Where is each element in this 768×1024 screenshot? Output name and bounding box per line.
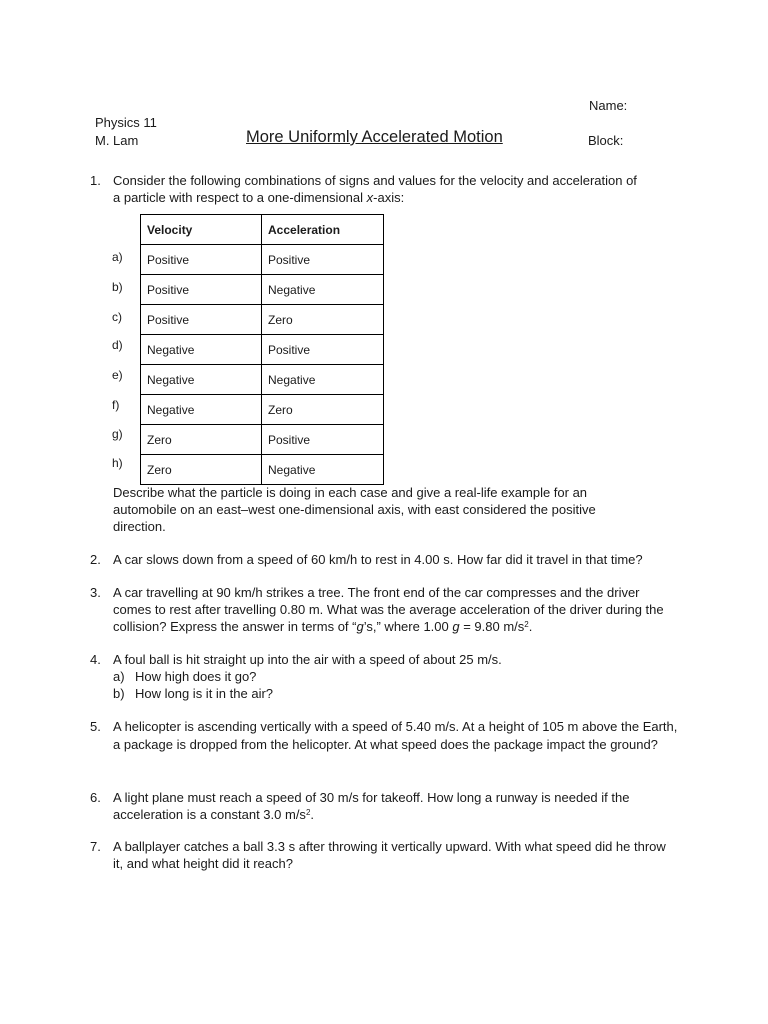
name-label: Name:	[589, 98, 628, 113]
sub-label: a)	[113, 669, 125, 684]
velocity-header: Velocity	[141, 215, 262, 245]
acceleration-cell: Negative	[262, 365, 384, 395]
block-label: Block:	[588, 133, 624, 148]
acceleration-cell: Zero	[262, 395, 384, 425]
question-text	[113, 789, 673, 823]
course-name: Physics 11	[95, 115, 157, 130]
question-text: A car slows down from a speed of 60 km/h to rest in 4.00 s. How far did it travel in that time?	[113, 552, 643, 567]
period: .	[310, 807, 315, 822]
g-symbol: g	[356, 619, 364, 634]
question-7	[90, 838, 690, 874]
acceleration-cell: Positive	[262, 425, 384, 455]
question-number: 4.	[90, 652, 101, 667]
question-1	[90, 172, 690, 205]
velocity-cell: Positive	[141, 275, 262, 305]
acceleration-cell: Negative	[262, 275, 384, 305]
row-label: d)	[112, 338, 123, 352]
velocity-acceleration-table	[140, 214, 384, 485]
period: .	[528, 619, 533, 634]
describe-text: Describe what the particle is doing in each case and give a real-life example for an automobile on an east–west one-dimensional axis, with east considered the positive direction.	[113, 485, 596, 534]
velocity-cell: Negative	[141, 395, 262, 425]
question-3-text: = 9.80 m/s	[459, 619, 525, 634]
acceleration-cell: Zero	[262, 305, 384, 335]
table-row	[141, 365, 384, 395]
velocity-cell: Positive	[141, 245, 262, 275]
row-label: c)	[112, 310, 122, 324]
worksheet-title: More Uniformly Accelerated Motion	[246, 128, 503, 146]
acceleration-cell: Positive	[262, 245, 384, 275]
question-3	[90, 584, 690, 636]
question-number: 5.	[90, 719, 101, 734]
row-label: h)	[112, 456, 123, 470]
velocity-cell: Positive	[141, 305, 262, 335]
sub-text: How long is it in the air?	[135, 686, 274, 701]
sub-question-a	[113, 668, 683, 685]
intro-text-end: -axis:	[373, 190, 405, 205]
question-text: A ballplayer catches a ball 3.3 s after throwing it vertically upward. With what speed did he throw it, and what height did it reach?	[113, 839, 666, 871]
table-header-row	[141, 215, 384, 245]
row-label: e)	[112, 368, 123, 382]
question-text	[113, 172, 683, 206]
table-row	[141, 425, 384, 455]
question-text	[113, 584, 681, 635]
velocity-cell: Zero	[141, 425, 262, 455]
question-3-text: ’s,” where 1.00	[363, 619, 453, 634]
question-4-text: A foul ball is hit straight up into the air with a speed of about 25 m/s.	[113, 652, 502, 667]
question-number: 2.	[90, 552, 101, 567]
question-number: 3.	[90, 585, 101, 600]
g-symbol: g	[452, 619, 460, 634]
acceleration-cell: Positive	[262, 335, 384, 365]
intro-text: a particle with respect to a one-dimensional	[113, 190, 367, 205]
exponent: 2	[305, 808, 311, 817]
velocity-cell: Negative	[141, 365, 262, 395]
velocity-cell: Zero	[141, 455, 262, 485]
question-4	[90, 651, 690, 703]
acceleration-cell: Negative	[262, 455, 384, 485]
sub-text: How high does it go?	[135, 669, 257, 684]
question-number: 6.	[90, 790, 101, 805]
row-label: f)	[112, 398, 120, 412]
teacher-name: M. Lam	[95, 133, 139, 148]
question-number: 1.	[90, 173, 101, 188]
acceleration-header: Acceleration	[262, 215, 384, 245]
table-row	[141, 335, 384, 365]
question-text: A helicopter is ascending vertically with a speed of 5.40 m/s. At a height of 105 m above the Earth, a package is dropped from the helicopter. At what speed does the package impact the ground?	[113, 719, 678, 752]
sub-question-b	[113, 685, 683, 702]
row-label: b)	[112, 280, 123, 294]
question-6	[90, 789, 690, 825]
table-row	[141, 395, 384, 425]
row-label: g)	[112, 427, 123, 441]
question-1-describe	[90, 484, 690, 536]
question-6-text: A light plane must reach a speed of 30 m/s for takeoff. How long a runway is needed if the acceleration is a constant 3.0 m/s	[113, 790, 630, 822]
question-5	[90, 718, 690, 772]
question-2	[90, 551, 690, 569]
velocity-cell: Negative	[141, 335, 262, 365]
axis-variable: x	[366, 190, 374, 205]
question-1-intro-line-1: Consider the following combinations of signs and values for the velocity and acceleration of	[113, 173, 637, 188]
table-row	[141, 455, 384, 485]
question-1-intro-line-2	[113, 189, 683, 206]
sub-label: b)	[113, 686, 125, 701]
table-row	[141, 305, 384, 335]
exponent: 2	[524, 620, 529, 629]
question-number: 7.	[90, 839, 101, 854]
row-label: a)	[112, 250, 123, 264]
table-row	[141, 245, 384, 275]
question-text	[113, 651, 683, 703]
question-3-text: A car travelling at 90 km/h strikes a tree. The front end of the car compresses and the driver comes to rest after travelling 0.80 m. What was the average acceleration of the driver during the collision? Express the answer in terms of “	[113, 585, 664, 634]
table-row	[141, 275, 384, 305]
